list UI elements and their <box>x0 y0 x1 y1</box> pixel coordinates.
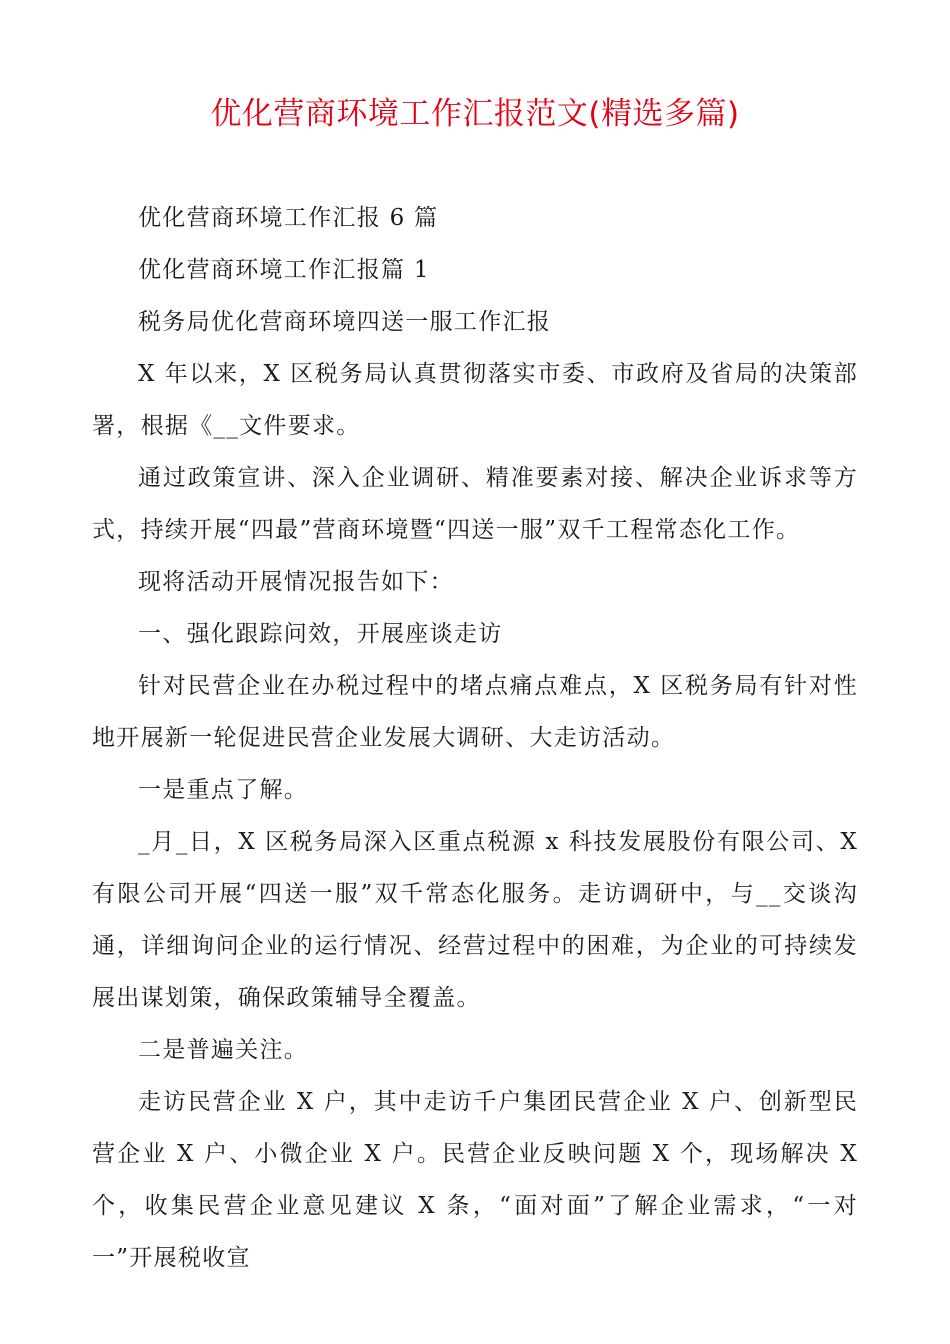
paragraph-9: 一是重点了解。 <box>138 777 309 803</box>
paragraph-1: 优化营商环境工作汇报 6 篇 <box>138 205 439 231</box>
document-body <box>92 192 858 1284</box>
paragraph-7: 一、强化跟踪问效，开展座谈走访 <box>138 621 503 647</box>
document-title: 优化营商环境工作汇报范文(精选多篇) <box>210 96 740 132</box>
paragraph-2: 优化营商环境工作汇报篇 1 <box>138 257 430 283</box>
paragraph-3: 税务局优化营商环境四送一服工作汇报 <box>138 309 552 335</box>
paragraph-5: 通过政策宣讲、深入企业调研、精准要素对接、解决企业诉求等方式，持续开展“四最”营商环境暨“四送一服”双千工程常态化工作。 <box>92 465 858 543</box>
paragraph-8: 针对民营企业在办税过程中的堵点痛点难点，X 区税务局有针对性地开展新一轮促进民营企业发展大调研、大走访活动。 <box>92 673 858 751</box>
paragraph-10: _月_日，X 区税务局深入区重点税源 x 科技发展股份有限公司、X 有限公司开展“四送一服”双千常态化服务。走访调研中，与__交谈沟通，详细询问企业的运行情况、经营过程中的困难，为企业的可持续发展出谋划策，确保政策辅导全覆盖。 <box>92 829 858 1011</box>
paragraph-11: 二是普遍关注。 <box>138 1037 309 1063</box>
paragraph-12: 走访民营企业 X 户，其中走访千户集团民营企业 X 户、创新型民营企业 X 户、小微企业 X 户。民营企业反映问题 X 个，现场解决 X 个，收集民营企业意见建议 X 条，“面对面”了解企业需求，“一对一”开展税收宣 <box>92 1089 858 1271</box>
paragraph-4: X 年以来，X 区税务局认真贯彻落实市委、市政府及省局的决策部署，根据《__文件要求。 <box>92 361 858 439</box>
paragraph-6: 现将活动开展情况报告如下： <box>138 569 454 595</box>
